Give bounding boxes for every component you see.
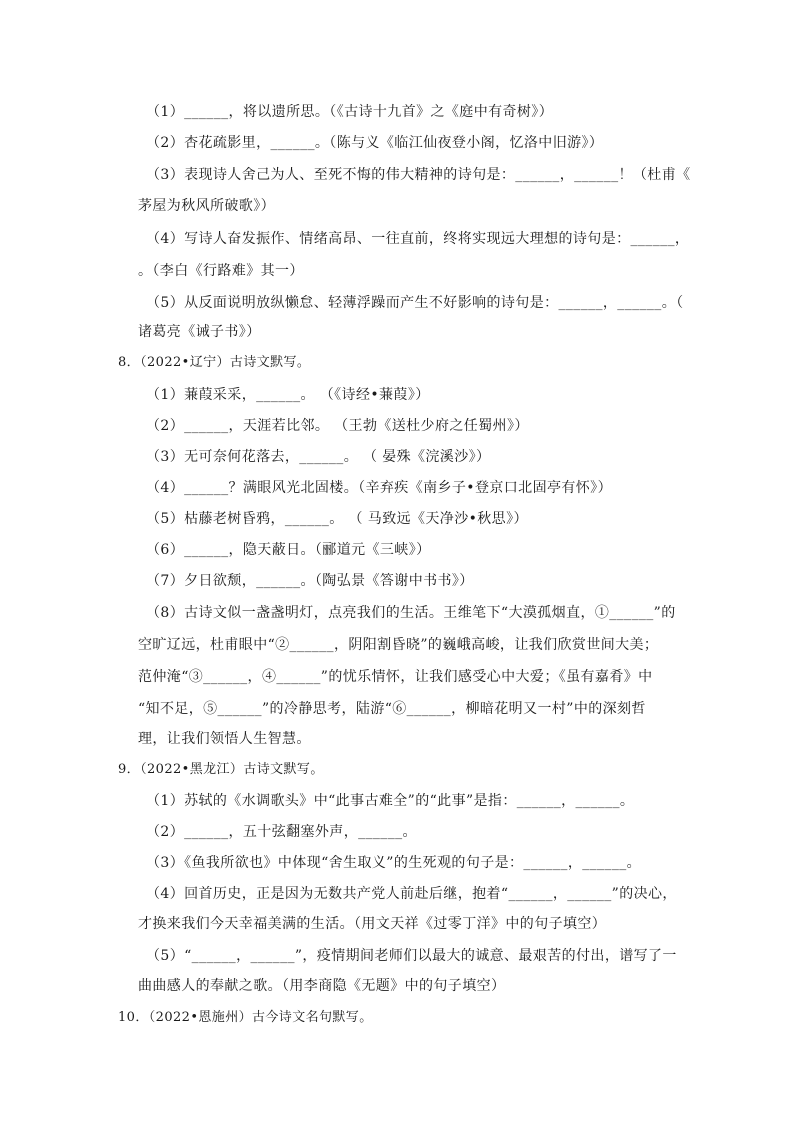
q9-item-3: （3）《鱼我所欲也》中体现“舍生取义”的生死观的句子是：______，______。 bbox=[146, 855, 642, 871]
q9-heading: 9．（2022•黑龙江）古诗文默写。 bbox=[118, 762, 324, 777]
q8-item-6: （6）______，隐天蔽日。（郦道元《三峡》） bbox=[146, 542, 431, 558]
q8-item-7: （7）夕日欲颓，______。（陶弘景《答谢中书书》） bbox=[146, 573, 474, 589]
q9-item-5: （5）“______，______”，疫情期间老师们以最大的诚意、最艰苦的付出，谱写了一 bbox=[146, 948, 677, 964]
q7-item-4-cont: 。（李白《行路难》其一） bbox=[138, 263, 304, 279]
q8-item-1: （1）蒹葭采采，______。 （《诗经•蒹葭》） bbox=[146, 387, 430, 403]
q8-item-8-cont-4: 理，让我们领悟人生智慧。 bbox=[138, 731, 311, 747]
q7-item-3-cont: 茅屋为秋风所破歌》） bbox=[138, 198, 275, 214]
q8-item-8: （8）古诗文似一盏盏明灯，点亮我们的生活。王维笔下“大漠孤烟直，①______”的 bbox=[146, 605, 676, 621]
q8-item-3: （3）无可奈何花落去，______。 （ 晏殊《浣溪沙》） bbox=[146, 449, 491, 465]
q9-item-5-cont: 曲曲感人的奉献之歌。（用李商隐《无题》中的句子填空） bbox=[138, 978, 506, 994]
q9-item-1: （1）苏轼的《水调歌头》中“此事古难全”的“此事”是指：______，______。 bbox=[146, 793, 635, 809]
q8-heading: 8．（2022•辽宁）古诗文默写。 bbox=[118, 355, 311, 370]
q8-item-8-cont-2: 范仲淹“③______，④______”的忧乐情怀，让我们感受心中大爱；《虽有嘉肴》中 bbox=[138, 669, 653, 685]
q10-heading: 10．（2022•恩施州）古今诗文名句默写。 bbox=[118, 1010, 373, 1025]
q9-item-2: （2）______，五十弦翻塞外声，______。 bbox=[146, 824, 417, 840]
q7-item-5-cont: 诸葛亮《诫子书》） bbox=[138, 324, 261, 340]
q8-item-5: （5）枯藤老树昏鸦，______。 （ 马致远《天净沙•秋思》） bbox=[146, 511, 528, 527]
q9-item-4-cont: 才换来我们今天幸福美满的生活。（用文天祥《过零丁洋》中的句子填空） bbox=[138, 916, 607, 932]
q7-item-2: （2）杏花疏影里，______。（陈与义《临江仙夜登小阁，忆洛中旧游》） bbox=[146, 135, 604, 151]
q9-item-4: （4）回首历史，正是因为无数共产党人前赴后继，抱着“______，______”的决心， bbox=[146, 886, 677, 902]
q8-item-4: （4）______？满眼风光北固楼。（辛弃疾《南乡子•登京口北固亭有怀》） bbox=[146, 480, 612, 496]
q8-item-2: （2）______，天涯若比邻。 （王勃《送杜少府之任蜀州》） bbox=[146, 418, 529, 434]
q7-item-1: （1）______，将以遗所思。（《古诗十九首》之《庭中有奇树》） bbox=[146, 104, 554, 120]
q8-item-8-cont-1: 空旷辽远，杜甫眼中“②______，阴阳割昏晓”的巍峨高峻，让我们欣赏世间大美； bbox=[138, 637, 659, 653]
q7-item-3: （3）表现诗人舍己为人、至死不悔的伟大精神的诗句是：______，______！（杜甫《 bbox=[146, 167, 691, 183]
q7-item-5: （5）从反面说明放纵懒怠、轻薄浮躁而产生不好影响的诗句是：______，______。（ bbox=[146, 295, 684, 311]
q7-item-4: （4）写诗人奋发振作、情绪高昂、一往直前，终将实现远大理想的诗句是：______， bbox=[146, 231, 690, 247]
q8-item-8-cont-3: “知不足，⑤______”的冷静思考，陆游“⑥______，柳暗花明又一村”中的深刻哲 bbox=[138, 701, 646, 717]
